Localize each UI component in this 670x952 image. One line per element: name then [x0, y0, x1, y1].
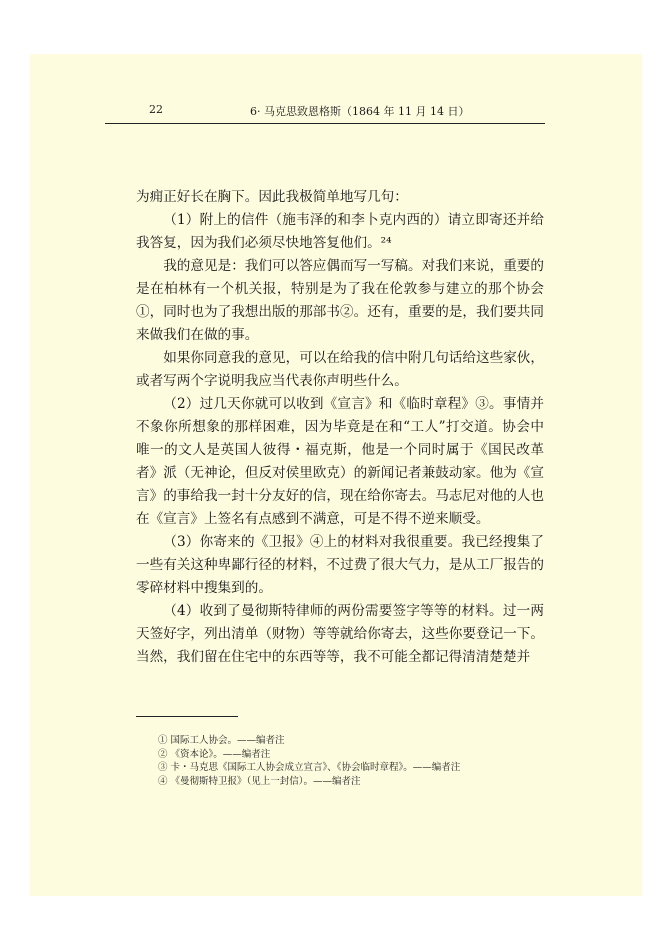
paragraph: （4）收到了曼彻斯特律师的两份需要签字等等的材料。过一两天签好字，列出清单（财物）等等就给你寄去，这些你要登记一下。当然，我们留在住宅中的东西等等，我不可能全都记得清清楚楚并 [136, 603, 544, 665]
paragraph: 我的意见是：我们可以答应偶而写一写稿。对我们来说，重要的是在柏林有一个机关报，特别是为了我在伦敦参与建立的那个协会①，同时也为了我想出版的那部书②。还有，重要的是，我们要共同来做我们在做的事。 [136, 258, 544, 343]
paragraph: 如果你同意我的意见，可以在给我的信中附几句话给这些家伙，或者写两个字说明我应当代表你声明些什么。 [136, 350, 544, 389]
paragraph: 为痈正好长在胸下。因此我极简单地写几句： [136, 189, 408, 205]
paragraph: （3）你寄来的《卫报》④上的材料对我很重要。我已经搜集了一些有关这种卑鄙行径的材料，不过费了很大气力，是从工厂报告的零碎材料中搜集到的。 [136, 534, 544, 596]
page-header [105, 103, 545, 124]
footnote: ① 国际工人协会。——编者注 [158, 735, 285, 746]
footnote: ② 《资本论》。——编者注 [158, 748, 271, 760]
footnote-divider [136, 716, 238, 717]
footnotes [158, 734, 538, 788]
running-title: 6· 马克思致恩格斯（1864 年 11 月 14 日） [250, 105, 470, 118]
footnote: ④ 《曼彻斯特卫报》（见上一封信）。——编者注 [158, 775, 361, 787]
letter-body [136, 186, 544, 669]
paragraph: （1）附上的信件（施韦泽的和李卜克内西的）请立即寄还并给我答复，因为我们必须尽快地答复他们。²⁴ [136, 212, 544, 251]
paragraph: （2）过几天你就可以收到《宣言》和《临时章程》③。事情并不象你所想象的那样困难，因为毕竟是在和“工人”打交道。协会中唯一的文人是英国人彼得・福克斯，他是一个同时属于《国民改革者》派（无神论，但反对侯里欧克）的新闻记者兼鼓动家。他为《宣言》的事给我一封十分友好的信，现在给你寄去。马志尼对他的人也在《宣言》上签名有点感到不满意，可是不得不逆来顺受。 [136, 396, 544, 527]
page-number: 22 [149, 103, 163, 116]
footnote: ③ 卡・马克思《国际工人协会成立宣言》、《协会临时章程》。——编者注 [158, 762, 461, 774]
